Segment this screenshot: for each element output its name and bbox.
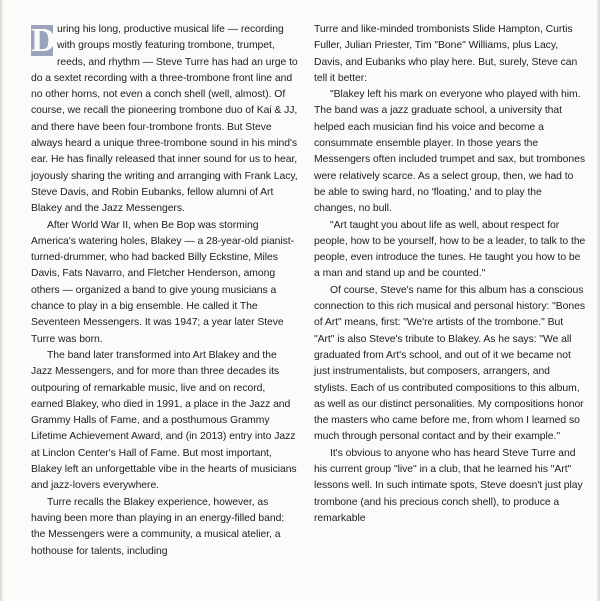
paragraph-6: "Art taught you about life as well, about respect for people, how to be yourself, how to be a leader, to talk to the people, even introduce the tunes. He taught you how to be a man and stand up and be counted." [314,219,586,280]
paragraph-1-text: uring his long, productive musical life — recording with groups mostly featuring trombone, trumpet, reeds, and rhythm — Steve Turre has had an urge to do a sextet recording with a three-trombone front line and no other horns, not even a conch shell (well, almost). Of course, we recall the pioneering trombone duo of Kai & JJ, and there have been four-trombone fronts. But Steve always heard a unique three-trombone sound in his mind's ear. He has finally released that inner sound for us to hear, joyously sharing the writing and arranging with Frank Lacy, Steve Davis, and Robin Eubanks, fellow alumni of Art Blakey and the Jazz Messengers. [31,24,298,215]
paragraph-5: "Blakey left his mark on everyone who played with him. The band was a jazz graduate school, a university that helped each musician find his voice and become a consummate ensemble player. In those years the Messengers often included trumpet and sax, but trombones were relatively scarce. As a select group, then, we had to be able to swing hard, no 'floating,' and to play the changes, no bull. [314,89,585,215]
page-edge-shadow-left [0,0,4,601]
left-column [31,22,299,560]
paragraph-4: Turre recalls the Blakey experience, however, as having been more than playing in an energy-filled band: the Messengers were a community, a musical atelier, a hothouse for talents, including [31,496,285,557]
right-column [314,22,586,527]
paragraph-2: After World War II, when Be Bop was storming America's watering holes, Blakey — a 28-year-old pianist-turned-drummer, who had backed Billy Eckstine, Miles Davis, Fats Navarro, and Fletcher Henderson, among others — organized a band to give young musicians a chance to play in a big ensemble. He called it The Seventeen Messengers. It was 1947; a year later Steve Turre was born. [31,219,295,345]
page-edge-shadow-right [596,0,600,601]
paragraph-7: Of course, Steve's name for this album has a conscious connection to this rich musical and personal history: "Bones of Art" means, first: "We're artists of the trombone." But "Art" is also Steve's tribute to Blakey. As he says: "We all graduated from Art's school, and out of it we became not just instrumentalists, but composers, arrangers, and stylists. Each of us contributed compositions to this album, as well as our distinct personalities. My compositions honor the masters who came before me, from whom I learned so much through personal contact and by their example." [314,284,585,443]
paragraph-4-continued: Turre and like-minded trombonists Slide Hampton, Curtis Fuller, Julian Priester, Tim "Bone" Williams, plus Lacy, Davis, and Eubanks who play here. But, surely, Steve can tell it better: [314,24,578,84]
paragraph-8: It's obvious to anyone who has heard Steve Turre and his current group "live" in a club, that he learned his "Art" lessons well. In such intimate spots, Steve doesn't just play trombone (and his precious conch shell), to produce a remarkable [314,447,583,524]
paragraph-3: The band later transformed into Art Blakey and the Jazz Messengers, and for more than three decades its outpouring of remarkable music, live and on record, earned Blakey, who died in 1991, a place in the Jazz and Grammy Halls of Fame, and a posthumous Grammy Lifetime Achievement Award, and (in 2013) entry into Jazz at Linclon Center's Hall of Fame. But most important, Blakey left an unforgettable vibe in the hearts of musicians and jazz-lovers everywhere. [31,349,297,492]
paragraph-1 [31,22,299,218]
drop-cap: D [31,22,56,59]
